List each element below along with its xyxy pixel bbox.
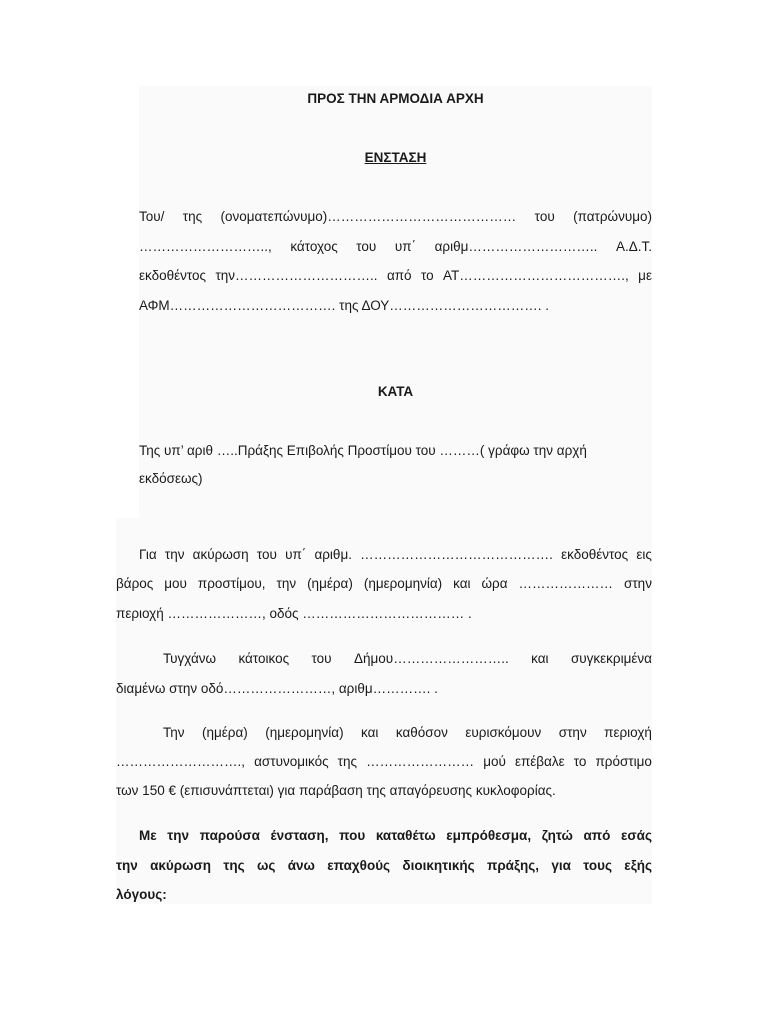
word: που xyxy=(339,828,366,843)
para1-line-3: περιοχή …………………, οδός ……………………………… . xyxy=(116,606,472,621)
word: εκδοθέντος xyxy=(139,268,207,283)
word: ακύρωση xyxy=(150,858,212,873)
word: εκδοθέντος xyxy=(561,547,629,562)
word: εμπρόθεσμα, xyxy=(446,828,532,843)
word: την………………………….. xyxy=(215,268,378,283)
word: του xyxy=(311,651,332,666)
word: στην xyxy=(624,576,652,591)
word: με xyxy=(638,268,652,283)
word: και xyxy=(531,651,549,666)
word: κάτοικος xyxy=(238,651,290,666)
word: (ημέρα) xyxy=(201,725,248,740)
word: μού xyxy=(483,754,506,769)
word: ως xyxy=(256,858,276,873)
intro-line-4: ΑΦΜ………………………………. της ΔΟΥ……………………………. . xyxy=(139,298,550,313)
word: το xyxy=(420,268,434,283)
word: της xyxy=(182,209,203,224)
word: επέβαλε xyxy=(514,754,565,769)
word: τους xyxy=(583,858,612,873)
para3-line-2 xyxy=(116,753,652,771)
word: βάρος xyxy=(116,576,154,591)
word: ……………………….., xyxy=(139,239,272,254)
word: ευρισκόμουν xyxy=(465,725,542,740)
word: κάτοχος xyxy=(290,239,338,254)
word: πρόστιμο xyxy=(595,754,652,769)
word: (ημερομηνία) xyxy=(265,725,344,740)
word: ακύρωση xyxy=(192,547,249,562)
word: την xyxy=(116,858,138,873)
word: …………………… xyxy=(366,754,475,769)
document-title: ΕΝΣΤΑΣΗ xyxy=(364,150,427,165)
word: από xyxy=(386,268,412,283)
word: για xyxy=(551,858,571,873)
word: διοικητικής xyxy=(402,858,475,873)
word: του xyxy=(356,239,377,254)
intro-line-2 xyxy=(139,238,652,256)
word: ………………… xyxy=(518,576,614,591)
word: υπ΄ xyxy=(394,239,417,254)
kata-line-1: Της υπ’ αριθ …..Πράξης Επιβολής Προστίμου του ………( γράφω την αρχή xyxy=(139,443,587,458)
word: αριθμ……………………….. xyxy=(434,239,598,254)
word: και xyxy=(361,725,379,740)
word: από xyxy=(583,828,611,843)
word: Δήμου…………………….. xyxy=(354,651,509,666)
word: και xyxy=(453,576,471,591)
word: την xyxy=(276,576,297,591)
para3-line-3: των 150 € (επισυνάπτεται) για παράβαση της απαγόρευσης κυκλοφορίας. xyxy=(116,783,556,798)
word: ΑΤ………………………………., xyxy=(443,268,629,283)
word: (πατρώνυμο) xyxy=(573,209,652,224)
word: ώρα xyxy=(481,576,508,591)
para4-line-1 xyxy=(139,827,652,845)
word: (ημερομηνία) xyxy=(363,576,443,591)
word: Του/ xyxy=(139,209,165,224)
word: της xyxy=(223,858,245,873)
word: συγκεκριμένα xyxy=(570,651,652,666)
para4-line-2 xyxy=(116,857,652,875)
para2-line-1 xyxy=(163,650,652,668)
word: Α.Δ.Τ. xyxy=(615,239,652,254)
kata-heading: ΚΑΤΑ xyxy=(377,384,414,399)
word: εις xyxy=(636,547,652,562)
word: αστυνομικός xyxy=(254,754,329,769)
word: προστίμου, xyxy=(197,576,266,591)
para4-line-3: λόγους: xyxy=(116,887,167,902)
word: το xyxy=(573,754,587,769)
para1-line-1 xyxy=(139,546,652,564)
word: της xyxy=(337,754,358,769)
word: την xyxy=(167,828,190,843)
word: ένσταση, xyxy=(270,828,329,843)
addressee-heading: ΠΡΟΣ ΤΗΝ ΑΡΜΟΔΙΑ ΑΡΧΗ xyxy=(307,91,484,106)
intro-line-1 xyxy=(139,208,652,226)
word: αριθμ. xyxy=(314,547,352,562)
word: την xyxy=(164,547,185,562)
word: εξής xyxy=(624,858,652,873)
word: ……………………………………. xyxy=(360,547,553,562)
word: καθόσον xyxy=(395,725,448,740)
word: άνω xyxy=(287,858,315,873)
word: του xyxy=(256,547,277,562)
word: του xyxy=(534,209,555,224)
word: περιοχή xyxy=(604,725,652,740)
word: Τυγχάνω xyxy=(163,651,217,666)
kata-line-2: εκδόσεως) xyxy=(139,471,203,486)
word: στην xyxy=(558,725,587,740)
word: ………………………., xyxy=(116,754,246,769)
word: (ημέρα) xyxy=(307,576,353,591)
para2-line-2: διαμένω στην οδό……………………, αριθμ…………. . xyxy=(116,681,438,696)
word: μου xyxy=(164,576,187,591)
word: Με xyxy=(139,828,157,843)
word: Την xyxy=(163,725,185,740)
intro-line-3 xyxy=(139,267,652,285)
word: εσάς xyxy=(621,828,652,843)
word: καταθέτω xyxy=(375,828,436,843)
word: Για xyxy=(139,547,157,562)
word: (ονοματεπώνυμο)…………………………………… xyxy=(220,209,517,224)
para1-line-2 xyxy=(116,575,652,593)
word: επαχθούς xyxy=(327,858,391,873)
word: ζητώ xyxy=(541,828,573,843)
word: παρούσα xyxy=(199,828,260,843)
para3-line-1 xyxy=(163,724,652,742)
word: υπ΄ xyxy=(285,547,307,562)
word: πράξης, xyxy=(486,858,540,873)
